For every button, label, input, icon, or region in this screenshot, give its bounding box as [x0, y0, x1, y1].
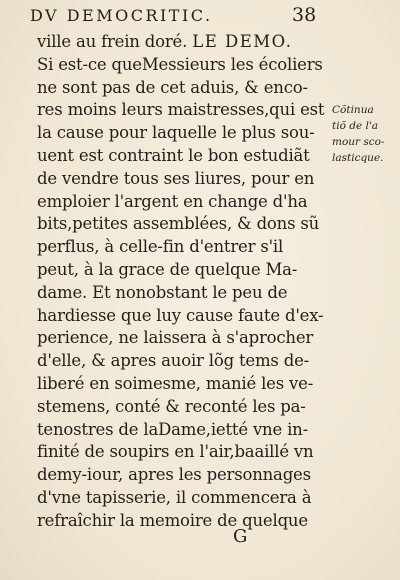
text-line: bits,petites assemblées, & dons sũ — [37, 214, 320, 234]
text-line: tenostres de laDame,ietté vne in- — [37, 419, 308, 439]
text-line: refraîchir la memoire de quelque — [37, 510, 308, 530]
text-line: res moins leurs maistresses,qui est — [37, 100, 325, 120]
text-line: de vendre tous ses liures, pour en — [37, 168, 315, 188]
text-line: dame. Et nonobstant le peu de — [37, 282, 288, 302]
text-line: d'vne tapisserie, il commencera à — [37, 487, 312, 507]
text-line: hardiesse que luy cause faute d'ex- — [37, 305, 324, 325]
text-line: stemens, conté & reconté les pa- — [37, 396, 306, 416]
margin-note-line: mour sco- — [332, 136, 385, 148]
margin-note-line: Cõtinua — [332, 104, 374, 116]
text-line: ne sont pas de cet aduis, & enco- — [37, 77, 308, 97]
text-line: uent est contraint le bon estudiãt — [37, 145, 310, 165]
text-line-1 — [37, 31, 327, 54]
text-line: emploier l'argent en change d'ha — [37, 191, 308, 211]
text-line: la cause pour laquelle le plus sou- — [37, 123, 315, 143]
speaker-heading: LE DEMO. — [192, 32, 293, 51]
text-line: liberé en soimesme, manié les ve- — [37, 373, 314, 393]
margin-note — [332, 102, 396, 166]
text-line-1-main: ville au frein doré. — [37, 32, 188, 51]
margin-note-line: lasticque. — [332, 152, 384, 164]
text-line: demy-iour, apres les personnages — [37, 465, 311, 485]
signature-mark: G — [233, 526, 248, 547]
text-line: Si est-ce queMessieurs les écoliers — [37, 54, 323, 74]
margin-note-line: tiõ de l'a — [332, 120, 379, 132]
text-line: peut, à la grace de quelque Ma- — [37, 259, 298, 279]
text-line: d'elle, & apres auoir lõg tems de- — [37, 351, 310, 371]
text-line: finité de soupirs en l'air,baaillé vn — [37, 442, 314, 462]
text-line: perflus, à celle-fin d'entrer s'il — [37, 237, 284, 257]
page-number: 38 — [292, 4, 317, 26]
body-text — [37, 31, 327, 533]
text-line: perience, ne laissera à s'aprocher — [37, 328, 314, 348]
running-head: DV DEMOCRITIC. — [30, 6, 213, 25]
